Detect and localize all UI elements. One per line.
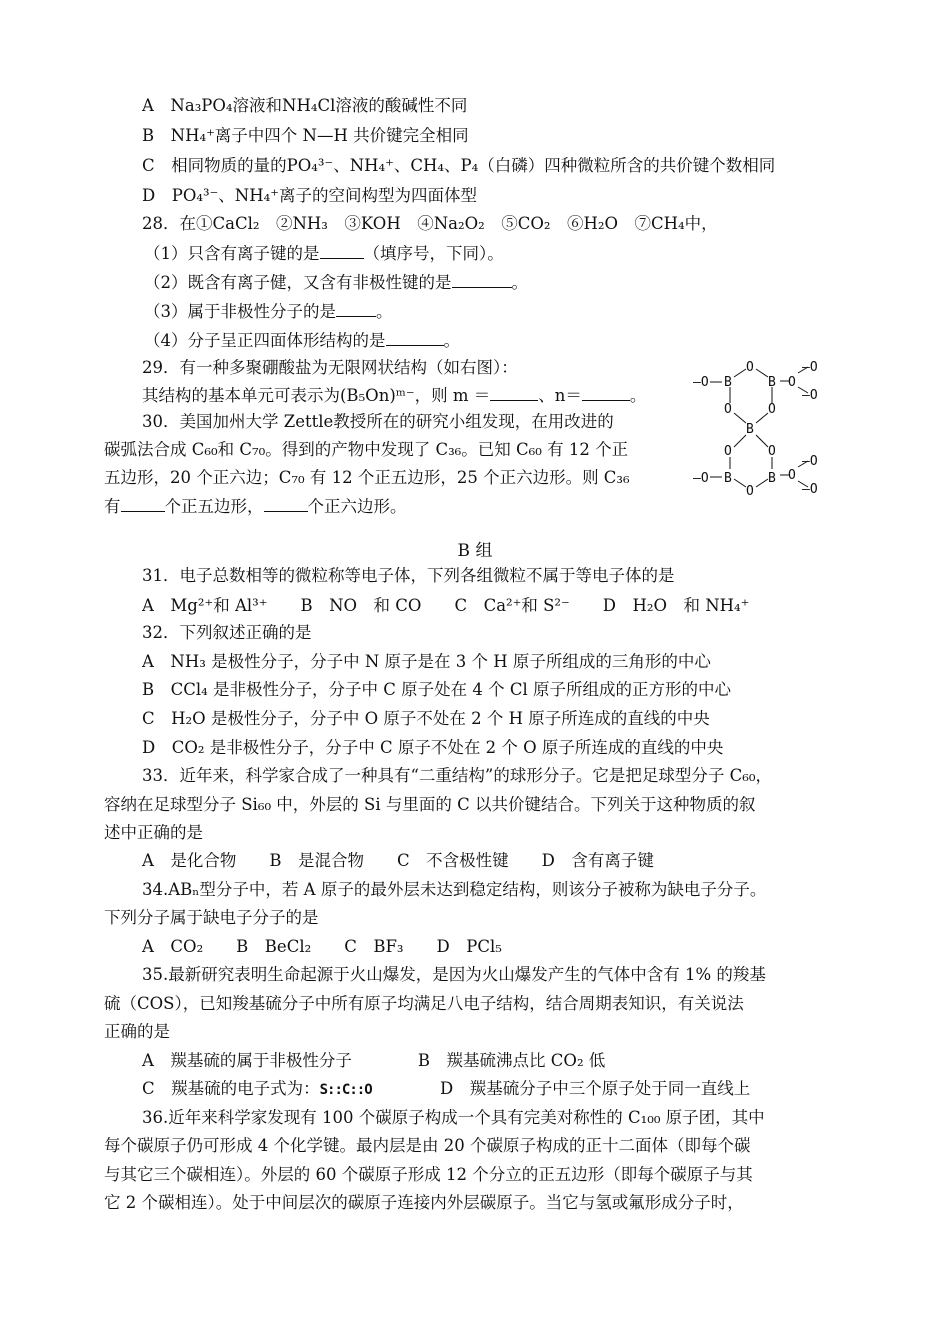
q33-options: A 是化合物 B 是混合物 C 不含极性键 D 含有离子键 (142, 851, 654, 870)
q29-line2 (142, 385, 646, 407)
q29-line2-text2: 、n＝ (538, 386, 582, 405)
q31-stem: 31．电子总数相等的微粒称等电子体，下列各组微粒不属于等电子体的是 (142, 566, 675, 585)
q30-line4 (104, 496, 407, 518)
q29-line2-text: 其结构的基本单元可表示为(B₅On)ᵐ⁻，则 m ＝ (142, 386, 491, 405)
q30-line1: 30．美国加州大学 Zettle教授所在的研究小组发现，在用改进的 (142, 412, 614, 431)
diagram-b: B (724, 375, 732, 390)
q32-stem: 32．下列叙述正确的是 (142, 623, 312, 642)
diagram-o: O (746, 484, 754, 499)
q28-part4 (144, 330, 460, 352)
q28-stem: 28．在①CaCl₂ ②NH₃ ③KOH ④Na₂O₂ ⑤CO₂ ⑥H₂O ⑦CH₄中， (142, 214, 718, 233)
q33-line2: 容纳在足球型分子 Si₆₀ 中，外层的 Si 与里面的 C 以共价键结合。下列关于这种物质的叙 (104, 795, 756, 814)
q33-line1: 33．近年来，科学家合成了一种具有“二重结构”的球形分子。它是把足球型分子 C₆₀， (142, 766, 772, 785)
q28-part1-text2: （填序号，下同）。 (363, 244, 504, 263)
diagram-o-right: —O (802, 360, 818, 375)
diagram-o: O (746, 360, 754, 375)
q35-option-c-label: C 羰基硫的电子式为： (142, 1079, 320, 1098)
answer-blank[interactable] (490, 385, 538, 401)
diagram-o: O (788, 468, 796, 483)
diagram-b: B (768, 471, 776, 486)
answer-blank[interactable] (336, 301, 376, 317)
q35-option-c (142, 1078, 372, 1101)
diagram-b: B (724, 471, 732, 486)
diagram-o: O (724, 444, 732, 459)
q32-option-d: D CO₂ 是非极性分子，分子中 C 原子不处在 2 个 O 原子所连成的直线的中央 (142, 738, 724, 757)
q28-part1 (144, 243, 504, 265)
q30-line2: 碳弧法合成 C₆₀和 C₇₀。得到的产物中发现了 C₃₆。已知 C₆₀ 有 12 个正 (104, 440, 629, 459)
diagram-o-right: —O (802, 454, 818, 469)
q33-line3: 述中正确的是 (104, 823, 203, 842)
answer-blank[interactable] (121, 496, 165, 512)
q35-line2: 硫（COS），已知羧基硫分子中所有原子均满足八电子结构，结合周期表知识，有关说法 (104, 994, 744, 1013)
q27-option-a: A Na₃PO₄溶液和NH₄Cl溶液的酸碱性不同 (142, 96, 468, 115)
q28-part3-text: （3）属于非极性分子的是 (144, 302, 336, 321)
q36-line2: 每个碳原子仍可形成 4 个化学键。最内层是由 20 个碳原子构成的正十二面体（即每个碳 (104, 1136, 751, 1155)
q29-line2-text3: 。 (629, 386, 647, 405)
diagram-o: O (768, 402, 776, 417)
diagram-o: O (724, 402, 732, 417)
diagram-o: O (768, 444, 776, 459)
q35-options-ab: A 羰基硫的属于非极性分子 B 羰基硫沸点比 CO₂ 低 (142, 1051, 606, 1070)
polyborate-structure-diagram (690, 355, 830, 505)
q34-line1: 34.ABₙ型分子中，若 A 原子的最外层未达到稳定结构，则该分子被称为缺电子分子。 (142, 880, 767, 899)
q36-line4: 它 2 个碳相连）。处于中间层次的碳原子连接内外层碳原子。当它与氢或氟形成分子时， (104, 1193, 744, 1212)
q36-line3: 与其它三个碳相连）。外层的 60 个碳原子形成 12 个分立的正五边形（即每个碳原子与其 (104, 1165, 753, 1184)
section-heading: B 组 (457, 541, 493, 561)
diagram-o: O (788, 375, 796, 390)
q30-line4-text: 有 (104, 497, 121, 516)
q28-part4-text2: 。 (443, 331, 460, 350)
q28-part2-text: （2）既含有离子健，又含有非极性键的是 (144, 273, 452, 292)
q28-part2 (144, 272, 528, 294)
q35-line1: 35.最新研究表明生命起源于火山爆发，是因为火山爆发产生的气体中含有 1% 的羧基 (142, 965, 766, 984)
q34-line2: 下列分子属于缺电子分子的是 (104, 908, 319, 927)
q27-option-b: B NH₄⁺离子中四个 N—H 共价键完全相同 (142, 126, 469, 145)
diagram-o-left-bottom: —O (693, 471, 709, 486)
electron-formula: S::C::O (319, 1082, 372, 1098)
q28-part2-text2: 。 (511, 273, 528, 292)
q27-option-d: D PO₄³⁻、NH₄⁺离子的空间构型为四面体型 (142, 186, 477, 205)
diagram-b: B (768, 375, 776, 390)
q28-part1-text: （1）只含有离子键的是 (144, 244, 320, 263)
q30-line4-text3: 个正六边形。 (307, 497, 407, 516)
answer-blank[interactable] (386, 330, 444, 346)
answer-blank[interactable] (582, 385, 630, 401)
diagram-o-right: —O (802, 482, 818, 497)
q29-line1: 29．有一种多聚硼酸盐为无限网状结构（如右图）： (142, 358, 518, 377)
diagram-o-right: —O (802, 388, 818, 403)
q28-part3 (144, 301, 393, 323)
q27-option-c: C 相同物质的量的PO₄³⁻、NH₄⁺、CH₄、P₄（白磷）四种微粒所含的共价键个数相同 (142, 156, 776, 175)
answer-blank[interactable] (320, 243, 364, 259)
q28-part3-text2: 。 (376, 302, 393, 321)
q35-option-d: D 羰基硫分子中三个原子处于同一直线上 (440, 1079, 751, 1098)
q32-option-b: B CCl₄ 是非极性分子，分子中 C 原子处在 4 个 Cl 原子所组成的正方形的中心 (142, 680, 732, 699)
answer-blank[interactable] (264, 496, 308, 512)
diagram-o-left-top: —O (693, 375, 709, 390)
diagram-b: B (746, 422, 754, 437)
q34-options: A CO₂ B BeCl₂ C BF₃ D PCl₅ (142, 937, 502, 956)
q36-line1: 36.近年来科学家发现有 100 个碳原子构成一个具有完美对称性的 C₁₀₀ 原子团，其中 (142, 1108, 765, 1127)
q30-line4-text2: 个正五边形， (164, 497, 264, 516)
q31-options: A Mg²⁺和 Al³⁺ B NO 和 CO C Ca²⁺和 S²⁻ D H₂O 和 NH₄⁺ (142, 596, 750, 615)
q32-option-c: C H₂O 是极性分子，分子中 O 原子不处在 2 个 H 原子所连成的直线的中央 (142, 709, 710, 728)
answer-blank[interactable] (452, 272, 512, 288)
q32-option-a: A NH₃ 是极性分子，分子中 N 原子是在 3 个 H 原子所组成的三角形的中心 (142, 652, 711, 671)
q35-line3: 正确的是 (104, 1022, 170, 1041)
q28-part4-text: （4）分子呈正四面体形结构的是 (144, 331, 386, 350)
q30-line3: 五边形，20 个正六边；C₇₀ 有 12 个正五边形，25 个正六边形。则 C₃₆ (104, 468, 630, 487)
